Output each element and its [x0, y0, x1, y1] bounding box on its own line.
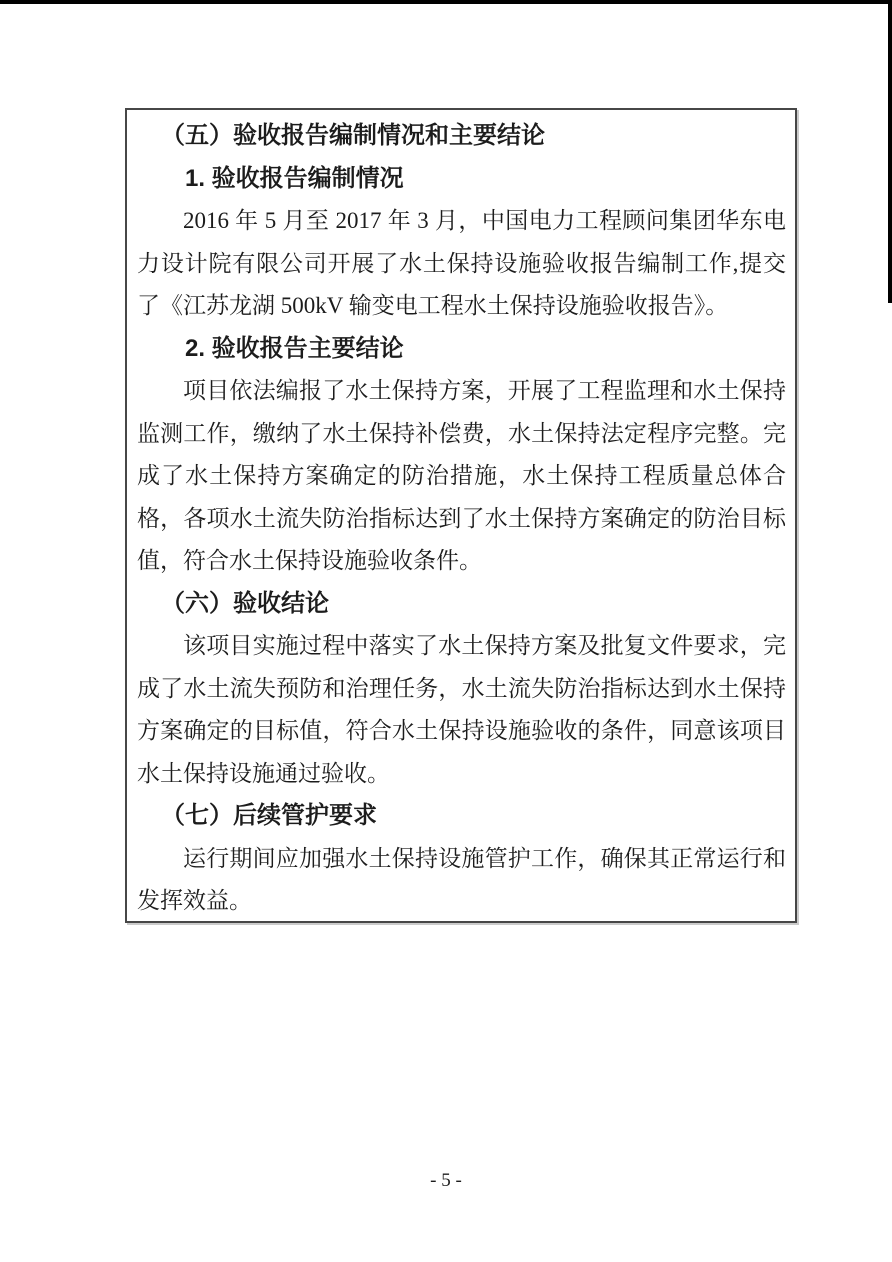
- document-content-box: [125, 108, 797, 923]
- subsection-heading-1: 1. 验收报告编制情况: [185, 164, 404, 192]
- page-number: - 5 -: [430, 1170, 462, 1191]
- section-heading-7: （七）后续管护要求: [161, 802, 377, 829]
- body-paragraph-main-conclusions: 项目依法编报了水土保持方案，开展了工程监理和水土保持监测工作，缴纳了水土保持补偿费，水土保持法定程序完整。完成了水土保持方案确定的防治措施，水土保持工程质量总体合格，各项水土流失防治指标达到了水土保持方案确定的防治目标值，符合水土保持设施验收条件。: [137, 378, 786, 573]
- body-paragraph-report-compilation: 2016 年 5 月至 2017 年 3 月，中国电力工程顾问集团华东电力设计院有限公司开展了水土保持设施验收报告编制工作,提交了《江苏龙湖 500kV 输变电工程水土保持设施验收报告》。: [137, 208, 786, 318]
- scan-artifact-top-edge: [0, 0, 892, 4]
- section-heading-5: （五）验收报告编制情况和主要结论: [161, 122, 545, 149]
- body-paragraph-maintenance-requirements: 运行期间应加强水土保持设施管护工作，确保其正常运行和发挥效益。: [137, 845, 786, 913]
- body-paragraph-acceptance-conclusion: 该项目实施过程中落实了水土保持方案及批复文件要求，完成了水土流失预防和治理任务，水土流失防治指标达到水土保持方案确定的目标值，符合水土保持设施验收的条件，同意该项目水土保持设施通过验收。: [137, 633, 786, 786]
- section-heading-6: （六）验收结论: [161, 589, 329, 617]
- subsection-heading-2: 2. 验收报告主要结论: [185, 334, 404, 362]
- scan-artifact-right-edge: [888, 0, 892, 303]
